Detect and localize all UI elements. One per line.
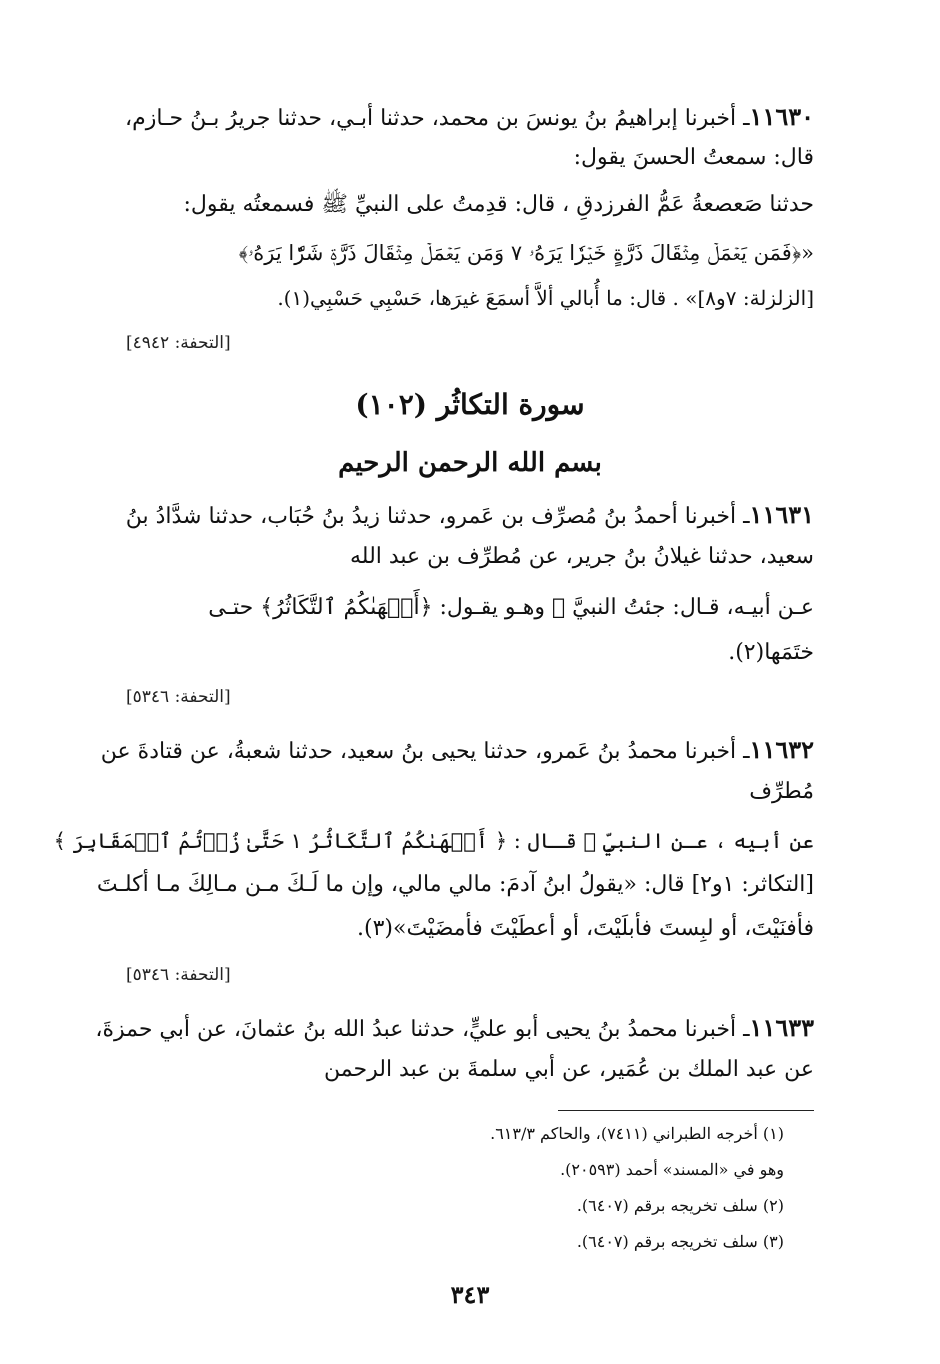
hadith-11630-line-2: قال: سمعتُ الحسنَ يقول:: [573, 145, 814, 170]
hadith-11631-line-2: سعيد، حدثنا غيلانُ بنُ جرير، عن مُطرِّف بن عبد الله: [349, 544, 814, 569]
tuhfa-reference: [التحفة: ٥٣٤٦]: [126, 965, 231, 985]
hadith-11630-line-3: حدثنا صَعصعةُ عَمُّ الفرزدقِ ، قال: قدِمتُ على النبيِّ ﷺ فسمعتُه يقول:: [183, 192, 814, 217]
hadith-11630-line-1: [124, 102, 814, 134]
hadith-text: ـ أخبرنا محمدُ بنُ يحيى أبو عليٍّ، حدثنا عبدُ الله بنُ عثمانَ، عن أبي حمزةَ،: [95, 1017, 750, 1042]
hadith-11632-line-5: فأفنَيْتَ، أو لبِستَ فأبلَيْتَ، أو أعطَيْتَ فأمضَيْتَ»(٣).: [357, 916, 814, 941]
tuhfa-reference: [التحفة: ٥٣٤٦]: [126, 687, 231, 707]
hadith-number: ١١٦٣٠: [749, 102, 814, 131]
footnote-1-continuation: وهو في «المسند» أحمد (٢٠٥٩٣).: [560, 1160, 784, 1179]
hadith-number: ١١٦٣١: [749, 500, 814, 529]
basmala: بسم الله الرحمن الرحيم: [338, 448, 602, 478]
footnote-separator: [558, 1110, 814, 1111]
hadith-number: ١١٦٣٢: [749, 735, 814, 764]
page-number: ٣٤٣: [450, 1280, 490, 1309]
hadith-11631-line-1: [124, 500, 814, 532]
tuhfa-reference: [التحفة: ٤٩٤٢]: [126, 333, 231, 353]
hadith-text: ـ أخبرنا محمدُ بنُ عَمرو، حدثنا يحيى بنُ سعيد، حدثنا شعبةُ، عن قتادةَ عن: [100, 739, 750, 764]
hadith-11632-line-4: [التكاثر: ١و٢] قال: «يقولُ ابنُ آدمَ: مالي مالي، وإن ما لَـكَ مـن مـالِكَ مـا أكلـتَ: [96, 872, 814, 897]
hadith-text: ـ أخبرنا إبراهيمُ بنُ يونسَ بن محمد، حدثنا أبـي، حدثنا جريرُ بـنُ حـازم،: [124, 106, 750, 131]
footnote-1: (١) أخرجه الطبراني (٧٤١١)، والحاكم ٦١٣/٣.: [490, 1124, 784, 1143]
hadith-11633-line-1: [95, 1013, 814, 1045]
hadith-11631-line-4: ختَمَها(٢).: [728, 640, 814, 665]
hadith-11632-quran-line: عن أبيه ، عـن النبيِّ ﷺ قـال : ﴿ أَلۡهَىٰكُمُ ٱلتَّكَاثُرُ ١ حَتَّىٰ زُرۡتُمُ ٱلۡمَقَابِرَ ﴾: [53, 829, 814, 853]
hadith-11630-quran-line: «﴿فَمَن يَعۡمَلۡ مِثۡقَالَ ذَرَّةٍ خَيۡرٗا يَرَهُۥ ٧ وَمَن يَعۡمَلۡ مِثۡقَالَ ذَرَّةٖ شَرّٗا يَرَهُۥ﴾: [238, 241, 814, 265]
hadith-11632-line-1: [100, 735, 814, 767]
footnote-3: (٣) سلف تخريجه برقم (٦٤٠٧).: [576, 1232, 784, 1251]
hadith-number: ١١٦٣٣: [749, 1013, 814, 1042]
hadith-11633-line-2: عن عبد الملك بن عُمَير، عن أبي سلمةَ بن عبد الرحمن: [324, 1057, 814, 1082]
surah-title: سورة التكاثُر (١٠٢): [355, 388, 585, 421]
hadith-11632-line-2: مُطرِّف: [749, 779, 814, 804]
footnote-2: (٢) سلف تخريجه برقم (٦٤٠٧).: [576, 1196, 784, 1215]
hadith-11631-line-3: عـن أبيـه، قـال: جئتُ النبيَّ ﷺ وهـو يقـول: ﴿أَلۡهَىٰكُمُ ٱلتَّكَاثُرُ﴾ حتـى: [208, 595, 814, 620]
hadith-11630-line-5: [الزلزلة: ٧و٨]» . قال: ما أُبالي ألاَّ أسمَعَ غيرَها، حَسْبِي حَسْبِي(١).: [277, 286, 814, 310]
hadith-text: ـ أخبرنا أحمدُ بنُ مُصرِّف بن عَمرو، حدثنا زيدُ بنُ حُبَاب، حدثنا شدَّادُ بنُ: [125, 504, 750, 529]
